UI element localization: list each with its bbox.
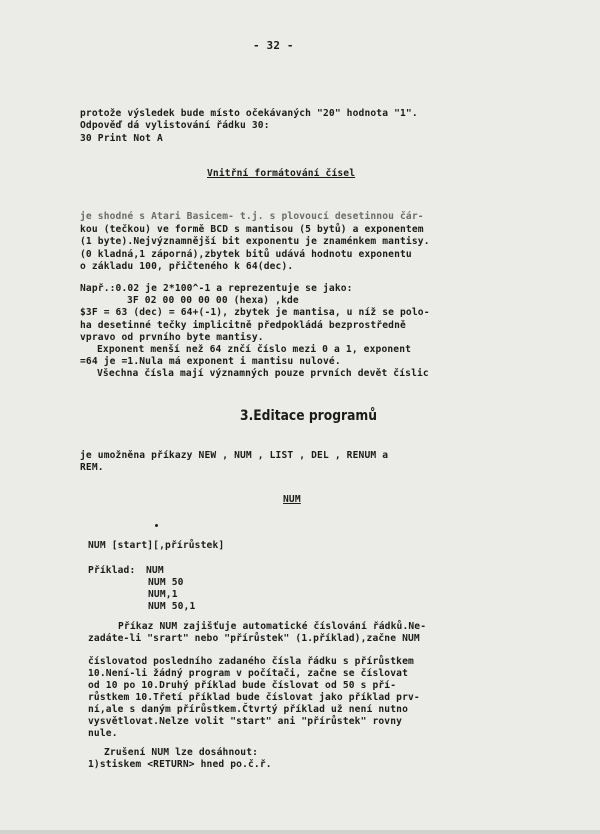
stray-dot — [155, 524, 158, 527]
format-line-4: (0 kladná,1 záporná),zbytek bitů udává hodnotu exponentu — [80, 249, 412, 260]
description-line-6: růstkem 10.Třetí příklad bude číslovat jako příklad prv- — [88, 692, 420, 703]
example-line-4: ha desetinné tečky implicitně předpokládá bezprostředně — [80, 320, 406, 331]
format-line-1: je shodné s Atari Basicem- t.j. s plovoucí desetinnou čár- — [80, 211, 424, 222]
intro-line-1: protože výsledek bude místo očekávaných "20" hodnota "1". — [80, 108, 418, 119]
example-line-2: 3F 02 00 00 00 00 (hexa) ,kde — [127, 295, 299, 306]
example-cmd-3: NUM,1 — [148, 589, 178, 600]
example-cmd-2: NUM 50 — [148, 577, 184, 588]
page-number: - 32 - — [253, 39, 294, 52]
cancel-line-2: 1)stiskem <RETURN> hned po.č.ř. — [88, 759, 272, 770]
example-line-7: =64 je =1.Nula má exponent i mantisu nulové. — [80, 356, 341, 367]
example-line-6: Exponent menší než 64 znčí číslo mezi 0 a 1, exponent — [97, 344, 412, 355]
example-line-8: Všechna čísla mají významných pouze prvních devět číslic — [97, 368, 429, 379]
description-line-3: číslovatod posledního zadaného čísla řádku s přírůstkem — [88, 656, 414, 667]
commands-line-1: je umožněna příkazy NEW , NUM , LIST , DEL , RENUM a — [80, 450, 389, 461]
example-cmd-1: NUM — [146, 565, 164, 576]
intro-line-3: 30 Print Not A — [80, 133, 163, 144]
example-line-5: vpravo od prvního byte mantisy. — [80, 332, 264, 343]
cancel-line-1: Zrušení NUM lze dosáhnout: — [104, 747, 259, 758]
format-line-2: kou (tečkou) ve formě BCD s mantisou (5 bytů) a exponentem — [80, 224, 424, 235]
num-heading: NUM — [283, 494, 301, 505]
description-line-5: od 10 po 10.Druhý příklad bude číslovat od 50 s pří- — [88, 680, 397, 691]
format-line-5: o základu 100, přičteného k 64(dec). — [80, 261, 294, 272]
chapter-title: 3.Editace programů — [240, 408, 378, 424]
examples-label: Příklad: — [88, 565, 136, 576]
description-line-4: 10.Není-li žádný program v počítači, začne se číslovat — [88, 668, 408, 679]
page-bottom-edge — [0, 830, 600, 834]
example-line-3: $3F = 63 (dec) = 64+(-1), zbytek je mantisa, u níž se polo- — [80, 307, 430, 318]
description-line-7: ní,ale s daným přírůstkem.Čtvrtý příklad už není nutno — [88, 704, 408, 715]
subheading: Vnitřní formátování čísel — [207, 168, 356, 179]
description-line-8: vysvětlovat.Nelze volit "start" ani "přírůstek" rovny — [88, 716, 403, 727]
description-line-2: zadáte-li "srart" nebo "přírůstek" (1.příklad),začne NUM — [88, 633, 420, 644]
description-line-9: nule. — [88, 728, 118, 739]
commands-line-2: REM. — [80, 462, 104, 473]
description-line-1: Příkaz NUM zajišťuje automatické číslování řádků.Ne- — [118, 621, 427, 632]
num-syntax: NUM [start][,přírůstek] — [88, 540, 225, 551]
example-line-1: Např.:0.02 je 2*100^-1 a reprezentuje se jako: — [80, 283, 353, 294]
format-line-3: (1 byte).Nejvýznamnější bit exponentu je znaménkem mantisy. — [80, 236, 430, 247]
example-cmd-4: NUM 50,1 — [148, 601, 196, 612]
intro-line-2: Odpověď dá vylistování řádku 30: — [80, 120, 270, 131]
